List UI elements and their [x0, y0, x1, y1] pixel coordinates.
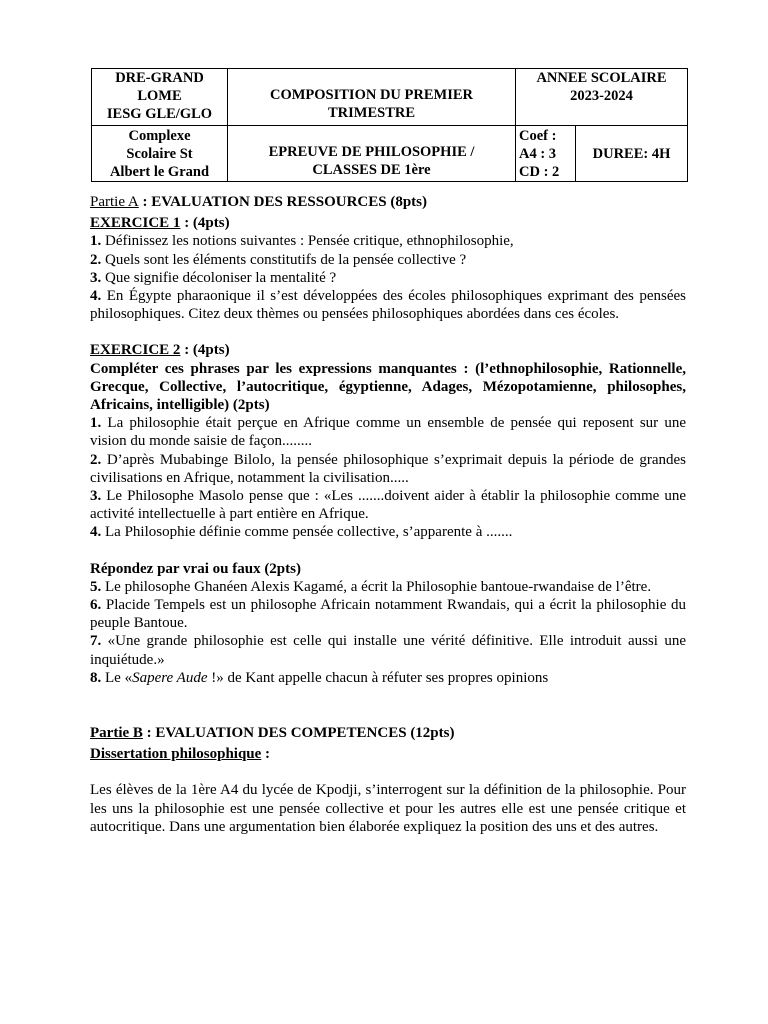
- composition-title: TRIMESTRE: [327, 105, 416, 121]
- exercise-1-question: [90, 269, 686, 287]
- annee-cell: [516, 69, 688, 126]
- exercise-1-question: [90, 251, 686, 269]
- dre-line: DRE-GRAND: [115, 70, 204, 86]
- true-false-heading: Répondez par vrai ou faux (2pts): [90, 560, 301, 577]
- epreuve-title: EPREUVE DE PHILOSOPHIE /: [268, 143, 475, 160]
- question-number: 2.: [90, 451, 102, 468]
- school-cell: [92, 126, 228, 182]
- header-row-top: [92, 69, 688, 126]
- question-number: 3.: [90, 488, 102, 505]
- part-a-heading: [90, 193, 686, 211]
- question-number: 4.: [90, 288, 102, 305]
- exam-content: [90, 193, 686, 836]
- question-text: D’après Mubabinge Bilolo, la pensée philosophique s’exprimait depuis la période de grandes civilisations en Afrique, notamment la civilisation.....: [90, 451, 686, 486]
- coef-line: CD : 2: [519, 163, 560, 180]
- question-number: 2.: [90, 251, 102, 268]
- school-line: Scolaire St: [126, 145, 193, 162]
- question-number: 4.: [90, 524, 102, 541]
- coef-line: A4 : 3: [519, 145, 557, 162]
- composition-title: COMPOSITION DU PREMIER: [269, 87, 473, 103]
- school-line: Albert le Grand: [109, 163, 210, 180]
- annee-label: ANNEE SCOLAIRE: [536, 70, 667, 86]
- part-a-title: : EVALUATION DES RESSOURCES (8pts): [138, 194, 428, 210]
- exercise-2-question: [90, 487, 686, 523]
- exercise-2-label: EXERCICE 2: [90, 342, 181, 359]
- dissertation-colon: :: [261, 746, 271, 763]
- question-number: 5.: [90, 578, 102, 595]
- part-b-label: Partie B: [90, 725, 143, 742]
- dre-line: IESG GLE/GLO: [106, 106, 213, 122]
- exercise-2-instruction: Compléter ces phrases par les expressions manquantes : (l’ethnophilosophie, Rationnelle, Grecque, Collective, l’autocritique, égyptienne, Adages, Mézopotamienne, philosophes, Africains, intelligible) (2pts): [90, 360, 686, 414]
- exercise-2-question: [90, 451, 686, 487]
- true-false-question: [90, 578, 686, 596]
- epreuve-cell: [228, 126, 516, 182]
- question-number: 8.: [90, 669, 102, 686]
- question-number: 3.: [90, 269, 102, 286]
- composition-cell: [228, 69, 516, 126]
- question-text: Le Philosophe Masolo pense que : «Les .......doivent aider à établir la philosophie comme une activité intellectuelle à part entière en Afrique.: [90, 488, 686, 523]
- school-line: Complexe: [128, 127, 191, 144]
- part-b-heading: [90, 724, 686, 742]
- true-false-question: [90, 596, 686, 632]
- exercise-2-question: [90, 523, 686, 541]
- exercise-1-heading: [90, 214, 686, 232]
- question-text: La Philosophie définie comme pensée collective, s’apparente à .......: [101, 524, 513, 541]
- exercise-1-label: EXERCICE 1: [90, 215, 181, 232]
- exercise-2-question: [90, 414, 686, 450]
- header-table: [91, 68, 688, 182]
- sapere-aude-quote: Sapere Aude: [132, 669, 208, 686]
- question-number: 6.: [90, 597, 102, 614]
- coef-line: Coef :: [519, 127, 557, 144]
- question-text: Placide Tempels est un philosophe Africain notamment Rwandais, qui a écrit la philosophie du peuple Bantoue.: [90, 597, 686, 632]
- question-text: Que signifie décoloniser la mentalité ?: [101, 269, 337, 286]
- true-false-question: [90, 669, 686, 687]
- header-row-bottom: [92, 126, 688, 182]
- part-b-title: : EVALUATION DES COMPETENCES (12pts): [142, 725, 455, 742]
- question-text: «Une grande philosophie est celle qui installe une vérité définitive. Elle introduit aussi une inquiétude.»: [90, 633, 686, 668]
- question-number: 1.: [90, 415, 102, 432]
- exercise-2-points: : (4pts): [180, 342, 230, 359]
- exercise-2-heading: [90, 341, 686, 359]
- question-text: Le «: [101, 669, 133, 686]
- exercise-1-question: [90, 232, 686, 250]
- dissertation-heading: [90, 745, 686, 763]
- part-a-label: Partie A: [90, 194, 139, 210]
- dissertation-label: Dissertation philosophique: [90, 746, 262, 763]
- question-number: 1.: [90, 233, 102, 250]
- question-text: En Égypte pharaonique il s’est développées des écoles philosophiques exprimant des pensées philosophiques. Citez deux thèmes ou pensées philosophiques abordées dans ces écoles.: [90, 288, 686, 323]
- annee-value: 2023-2024: [570, 88, 633, 104]
- dre-line: LOME: [137, 88, 182, 104]
- dre-cell: [92, 69, 228, 126]
- coef-cell: [516, 126, 576, 182]
- question-text: !» de Kant appelle chacun à réfuter ses propres opinions: [207, 669, 549, 686]
- exercise-1-question: [90, 287, 686, 323]
- question-text: Le philosophe Ghanéen Alexis Kagamé, a écrit la Philosophie bantoue-rwandaise de l’être.: [101, 578, 652, 595]
- exercise-1-points: : (4pts): [180, 215, 230, 232]
- dissertation-subject: Les élèves de la 1ère A4 du lycée de Kpodji, s’interrogent sur la définition de la philosophie. Pour les uns la philosophie est une pensée collective et pour les autres elle est une pensée critique et autocritique. Dans une argumentation bien élaborée expliquez la position des uns et des autres.: [90, 782, 686, 835]
- question-text: Quels sont les éléments constitutifs de la pensée collective ?: [101, 251, 467, 268]
- epreuve-title: CLASSES DE 1ère: [312, 161, 431, 178]
- question-number: 7.: [90, 633, 102, 650]
- duree-cell: DUREE: 4H: [576, 126, 688, 182]
- true-false-question: [90, 632, 686, 668]
- question-text: La philosophie était perçue en Afrique comme un ensemble de pensée qui reposent sur une vision du monde saisie de façon........: [90, 415, 686, 450]
- question-text: Définissez les notions suivantes : Pensée critique, ethnophilosophie,: [101, 233, 514, 250]
